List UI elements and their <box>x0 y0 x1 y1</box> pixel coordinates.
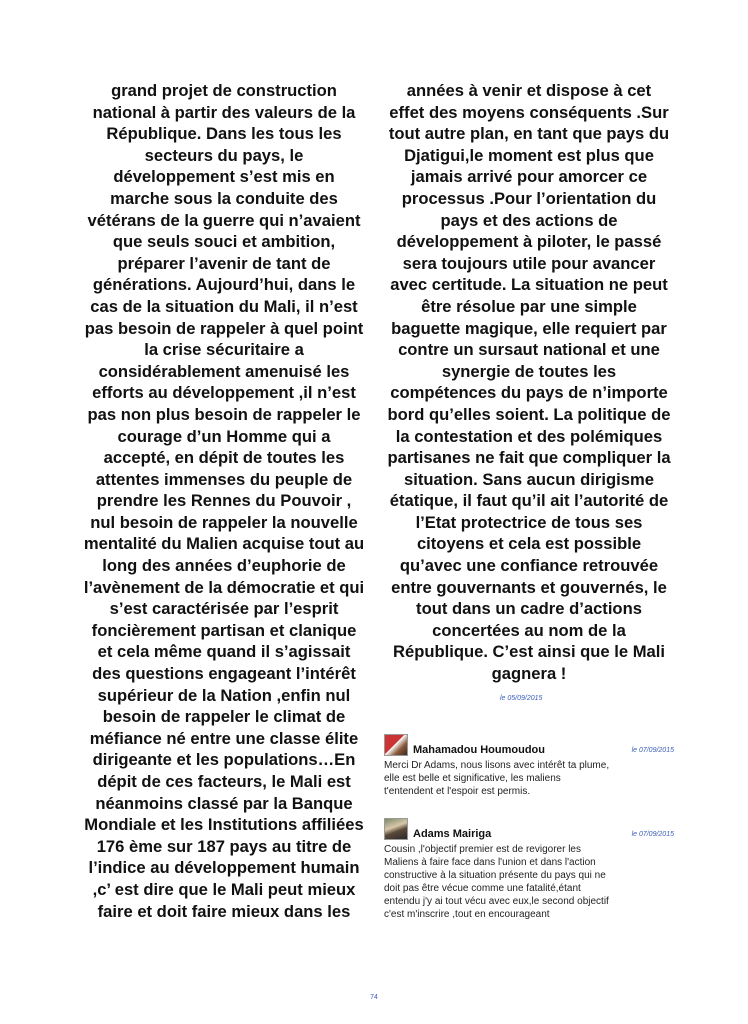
article-line: entre gouvernants et gouvernés, le <box>391 577 667 597</box>
article-line: courage d’un Homme qui a <box>117 426 331 446</box>
article-line: développement à piloter, le passé <box>396 232 662 252</box>
article-line: République. C’est ainsi que le Mali <box>392 642 665 662</box>
comment-line: c'est m'inscrire ,tout en encourageant <box>384 909 550 920</box>
article-line: marche sous la conduite des <box>110 188 338 208</box>
article-line: l’avènement de la démocratie et qui <box>83 577 365 597</box>
article-line: effet des moyens conséquents .Sur <box>389 102 669 122</box>
article-line: considérablement amenuisé les <box>98 361 350 381</box>
article-line: s’est caractérisée par l’esprit <box>109 599 339 619</box>
article-line: pas besoin de rappeler à quel point <box>84 318 364 338</box>
page-number: 74 <box>370 994 378 1001</box>
comment-text <box>384 759 674 798</box>
article-line: Djatigui,le moment est plus que <box>404 145 654 165</box>
article-line: générations. Aujourd’hui, dans le <box>92 275 356 295</box>
avatar <box>384 734 408 756</box>
article-line: secteurs du pays, le <box>144 145 304 165</box>
article-line: tout dans un cadre d’actions <box>416 599 642 619</box>
article-line: pays et des actions de <box>440 210 618 230</box>
article-line: République. Dans les tous les <box>106 124 342 144</box>
article-line: processus .Pour l’orientation du <box>401 188 657 208</box>
article-line: supérieur de la Nation ,enfin nul <box>97 685 351 705</box>
article-line: méfiance né entre une classe élite <box>89 728 359 748</box>
comment-line: Cousin ,l'objectif premier est de revigorer les <box>384 844 581 855</box>
article-line: prendre les Rennes du Pouvoir , <box>96 491 352 511</box>
article-line: qu’avec une confiance retrouvée <box>399 556 659 576</box>
comment-date: le 07/09/2015 <box>631 831 674 838</box>
article-line: que seuls souci et ambition, <box>112 232 336 252</box>
article-line: long des années d’euphorie de <box>102 556 346 576</box>
article-line: préparer l’avenir de tant de <box>117 253 331 273</box>
comment-date: le 07/09/2015 <box>631 747 674 754</box>
article-line: bord qu’elles soient. La politique de <box>387 404 671 424</box>
comment <box>384 818 674 921</box>
comment-author: Adams Mairiga <box>413 828 492 840</box>
article-line: attentes immenses du peuple de <box>95 469 353 489</box>
article-line: efforts au développement ,il n’est <box>92 383 356 403</box>
comment-line: Merci Dr Adams, nous lisons avec intérêt ta plume, <box>384 760 610 771</box>
comment-text <box>384 843 674 921</box>
avatar <box>384 818 408 840</box>
article-line: la crise sécuritaire a <box>144 340 304 360</box>
article-line: tout autre plan, en tant que pays du <box>388 124 670 144</box>
article-line: Mondiale et les Institutions affiliées <box>84 815 364 835</box>
article-line: être résolue par une simple <box>421 296 637 316</box>
article-line: foncièrement partisan et clanique <box>91 620 357 640</box>
article-line: partisanes ne fait que compliquer la <box>387 448 671 468</box>
article-line: mentalité du Malien acquise tout au <box>83 534 365 554</box>
article-line: jamais arrivé pour amorcer ce <box>410 167 648 187</box>
article-line: l’indice au développement humain <box>88 858 360 878</box>
article-line: synergie de toutes les <box>441 361 617 381</box>
article-line: dirigeante et les populations…En <box>92 750 356 770</box>
article-date: le 05/09/2015 <box>500 695 543 702</box>
article-line: baguette magique, elle requiert par <box>391 318 667 338</box>
article-line: pas non plus besoin de rappeler le <box>87 404 361 424</box>
comment-line: doit pas être vécue comme une fatalité,étant <box>384 883 581 894</box>
article-line: grand projet de construction <box>111 81 337 100</box>
article-column-left <box>76 80 372 922</box>
article-line: ,c’ est dire que le Mali peut mieux <box>92 879 356 899</box>
article-line: et cela même quand il s’agissait <box>97 642 351 662</box>
comment-author: Mahamadou Houmoudou <box>413 744 545 756</box>
article-line: la contestation et des polémiques <box>395 426 663 446</box>
article-line: gagnera ! <box>491 664 567 684</box>
article-line: citoyens et cela est possible <box>416 534 642 554</box>
article-line: l’Etat protectrice de tous ses <box>415 512 643 532</box>
article-line: années à venir et dispose à cet <box>406 81 652 100</box>
comment-line: t'entendent et l'espoir est permis. <box>384 786 531 797</box>
article-column-right <box>380 80 678 685</box>
article-line: développement s’est mis en <box>113 167 335 187</box>
article-line: 176 ème sur 187 pays au titre de <box>96 836 352 856</box>
article-line: avec certitude. La situation ne peut <box>390 275 668 295</box>
article-line: faire et doit faire mieux dans les <box>97 901 351 921</box>
article-line: national à partir des valeurs de la <box>92 102 356 122</box>
article-line: compétences du pays de n’importe <box>390 383 668 403</box>
article-line: concertées au nom de la <box>432 620 626 640</box>
article-line: vétérans de la guerre qui n’avaient <box>87 210 361 230</box>
article-line: néanmoins classé par la Banque <box>95 793 353 813</box>
article-line: accepté, en dépit de toutes les <box>103 448 345 468</box>
comment-line: constructive à la situation présente du pays qui ne <box>384 870 606 881</box>
article-line: contre un sursaut national et une <box>398 340 660 360</box>
article-line: cas de la situation du Mali, il n’est <box>90 296 358 316</box>
comment-line: entendu j'y ai tout vécu avec eux,le second objectif <box>384 896 609 907</box>
article-line: des questions engageant l’intérêt <box>92 664 356 684</box>
comment-line: Maliens à faire face dans l'union et dans l'action <box>384 857 596 868</box>
article-line: dépit de ces facteurs, le Mali est <box>97 772 351 791</box>
article-line: sera toujours utile pour avancer <box>402 253 656 273</box>
article-line: nul besoin de rappeler la nouvelle <box>90 512 358 532</box>
article-line: étatique, il faut qu’il ait l’autorité de <box>389 491 669 511</box>
comment <box>384 734 674 798</box>
article-line: besoin de rappeler le climat de <box>102 707 346 727</box>
article-line: situation. Sans aucun dirigisme <box>404 469 654 489</box>
comment-line: elle est belle et significative, les maliens <box>384 773 561 784</box>
